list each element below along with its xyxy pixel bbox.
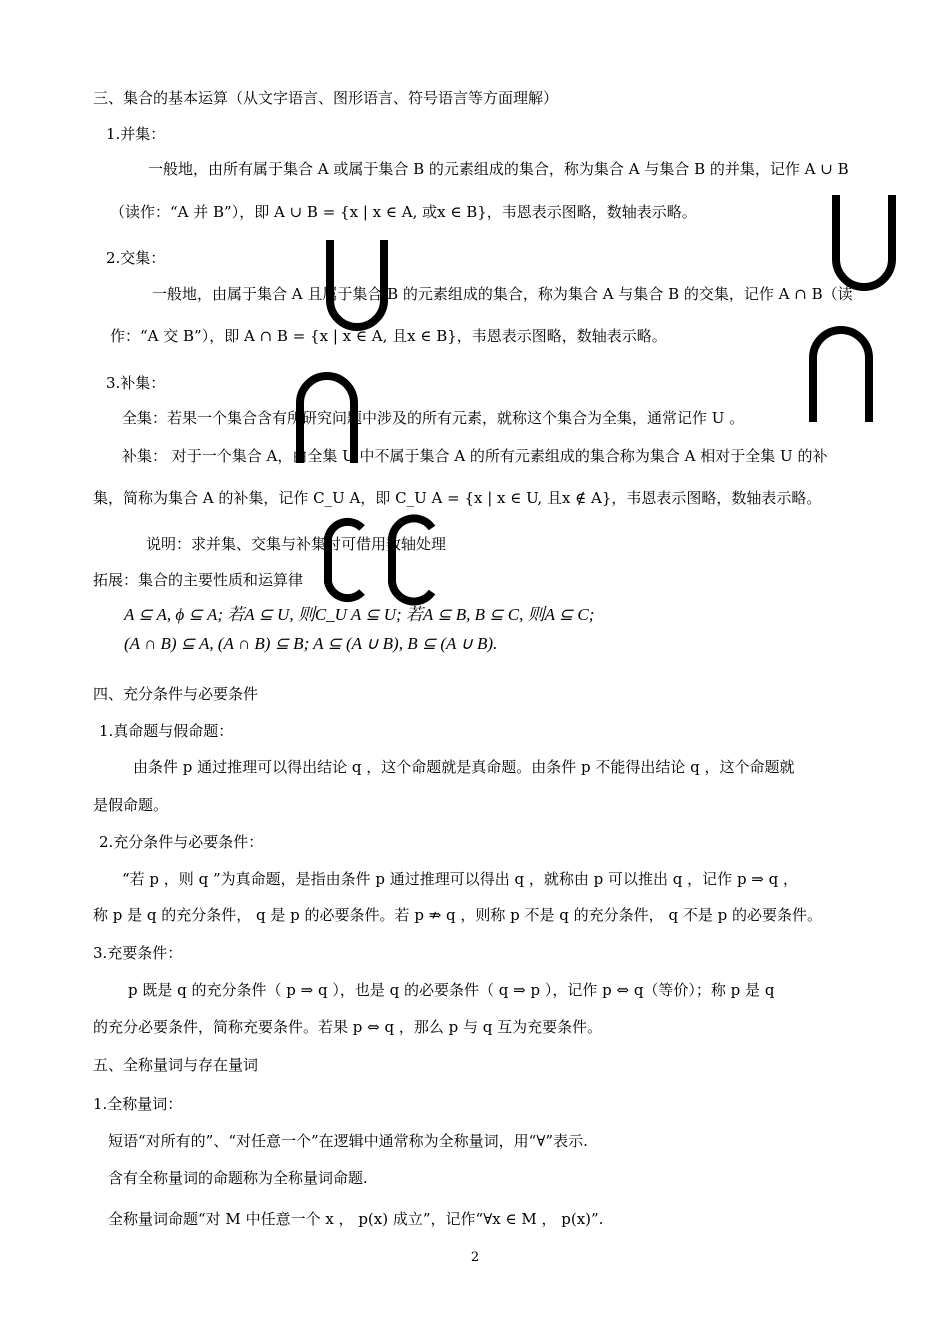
universal-quantifier-subheading: 1.全称量词： [93, 1095, 183, 1113]
sufficient-necessary-subheading: 2.充分条件与必要条件： [99, 833, 264, 851]
sufficient-necessary-para-2: 称 p 是 q 的充分条件， q 是 p 的必要条件。若 p ⇏ q ，则称 p 不是 q 的充分条件， q 不是 p 的必要条件。 [93, 906, 822, 924]
complement-symbol-icon [386, 512, 436, 608]
extension-heading: 拓展：集合的主要性质和运算律 [93, 571, 304, 589]
iff-para-1: p 既是 q 的充分条件（ p ⇒ q ），也是 q 的必要条件（ q ⇒ p ），记作 p ⇔ q（等价）；称 p 是 q [128, 981, 775, 999]
complement-notation: 集，简称为集合 A 的补集，记作 C_U A，即 C_U A = {x | x ∈ U, 且x ∉ A}，韦恩表示图略，数轴表示略。 [93, 489, 822, 507]
universal-set-definition: 全集：若果一个集合含有所研究问题中涉及的所有元素，就称这个集合为全集，通常记作 U 。 [122, 409, 745, 427]
true-false-para-1: 由条件 p 通过推理可以得出结论 q ，这个命题就是真命题。由条件 p 不能得出结论 q ，这个命题就 [133, 758, 795, 776]
union-symbol-icon [322, 240, 392, 335]
true-false-para-2: 是假命题。 [93, 796, 169, 814]
page-number: 2 [470, 1250, 480, 1265]
complement-subheading: 3.补集： [106, 374, 166, 392]
section-4-heading: 四、充分条件与必要条件 [93, 685, 259, 703]
universal-quantifier-para-2: 含有全称量词的命题称为全称量词命题. [108, 1169, 368, 1187]
section-5-heading: 五、全称量词与存在量词 [93, 1056, 259, 1074]
sufficient-necessary-para-1: “若 p ，则 q ”为真命题，是指由条件 p 通过推理可以得出 q ，就称由 p 可以推出 q ，记作 p ⇒ q ， [122, 870, 799, 888]
complement-symbol-icon [322, 512, 366, 608]
intersection-symbol-icon [805, 322, 877, 422]
universal-quantifier-para-1: 短语“对所有的”、“对任意一个”在逻辑中通常称为全称量词，用“∀”表示. [108, 1132, 588, 1150]
note: 说明：求并集、交集与补集时可借用数轴处理 [146, 535, 447, 553]
union-subheading: 1.并集： [106, 125, 166, 143]
intersection-subheading: 2.交集： [106, 249, 166, 267]
section-3-heading: 三、集合的基本运算（从文字语言、图形语言、符号语言等方面理解） [93, 89, 559, 107]
union-notation: （读作：“A 并 B”），即 A ∪ B = {x | x ∈ A, 或x ∈ B}，韦恩表示图略，数轴表示略。 [110, 203, 697, 221]
union-symbol-icon [828, 195, 900, 295]
universal-quantifier-para-3: 全称量词命题“对 M 中任意一个 x ， p(x) 成立”，记作“∀x ∈ M ， p(x)”. [108, 1210, 604, 1228]
property-formula-2: (A ∩ B) ⊆ A, (A ∩ B) ⊆ B; A ⊆ (A ∪ B), B ⊆ (A ∪ B). [124, 634, 498, 653]
union-definition: 一般地，由所有属于集合 A 或属于集合 B 的元素组成的集合，称为集合 A 与集合 B 的并集，记作 A ∪ B [148, 160, 849, 178]
iff-subheading: 3.充要条件： [93, 944, 183, 962]
complement-definition: 补集： 对于一个集合 A，由全集 U 中不属于集合 A 的所有元素组成的集合称为集合 A 相对于全集 U 的补 [122, 447, 828, 465]
intersection-symbol-icon [292, 368, 362, 463]
iff-para-2: 的充分必要条件，简称充要条件。若果 p ⇔ q ，那么 p 与 q 互为充要条件。 [93, 1018, 603, 1036]
intersection-notation: 作：“A 交 B”），即 A ∩ B = {x | x ∈ A, 且x ∈ B}，韦恩表示图略，数轴表示略。 [110, 327, 667, 345]
property-formula-1: A ⊆ A, ϕ ⊆ A; 若A ⊆ U, 则C_U A ⊆ U; 若A ⊆ B, B ⊆ C, 则A ⊆ C; [124, 605, 595, 624]
intersection-definition: 一般地，由属于集合 A 且属于集合 B 的元素组成的集合，称为集合 A 与集合 B 的交集，记作 A ∩ B（读 [152, 285, 853, 303]
true-false-subheading: 1.真命题与假命题： [99, 722, 234, 740]
